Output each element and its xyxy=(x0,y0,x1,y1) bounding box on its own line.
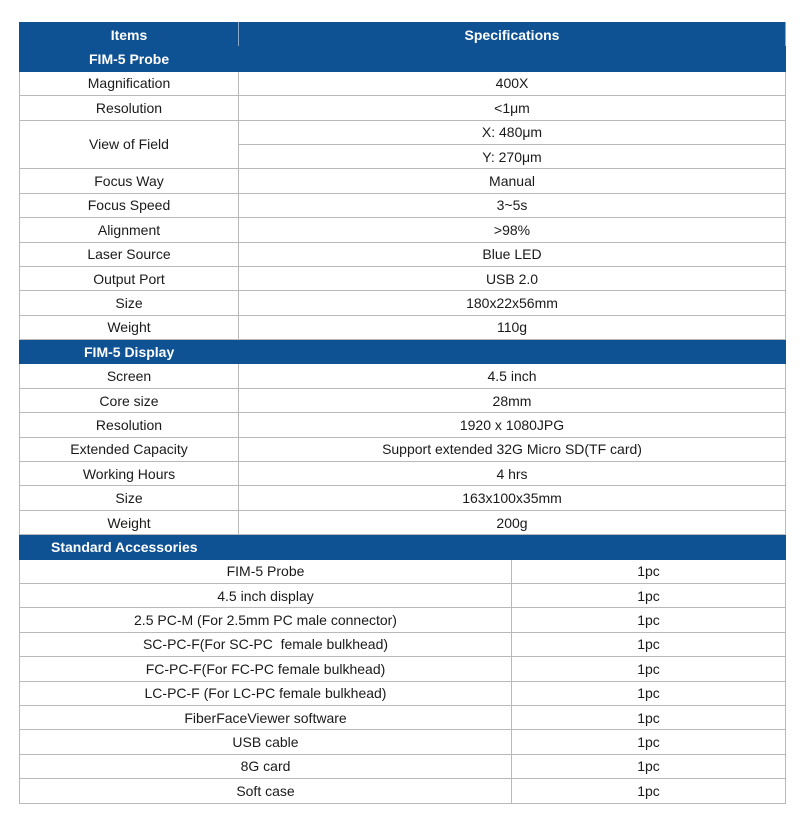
accessory-qty-cell: 1pc xyxy=(512,779,786,803)
table-row xyxy=(20,437,786,461)
accessory-name-cell: 2.5 PC-M (For 2.5mm PC male connector) xyxy=(20,608,512,632)
table-row xyxy=(20,71,786,95)
table-row xyxy=(20,730,786,754)
table-row xyxy=(20,583,786,607)
table-row xyxy=(20,462,786,486)
table-row xyxy=(20,193,786,217)
spec-cell: 4 hrs xyxy=(239,462,786,486)
table-row xyxy=(20,315,786,339)
accessory-qty-cell: 1pc xyxy=(512,608,786,632)
table-row xyxy=(20,657,786,681)
table-row xyxy=(20,291,786,315)
table-row xyxy=(20,364,786,388)
table-row xyxy=(20,169,786,193)
spec-cell: 4.5 inch xyxy=(239,364,786,388)
accessory-name-cell: LC-PC-F (For LC-PC female bulkhead) xyxy=(20,681,512,705)
accessory-qty-cell: 1pc xyxy=(512,657,786,681)
spec-cell: Blue LED xyxy=(239,242,786,266)
spec-cell: 1920 x 1080JPG xyxy=(239,413,786,437)
accessory-name-cell: 4.5 inch display xyxy=(20,583,512,607)
table-row xyxy=(20,266,786,290)
table-row xyxy=(20,96,786,120)
spec-cell: 200g xyxy=(239,510,786,534)
item-cell: Laser Source xyxy=(20,242,239,266)
section-header-probe xyxy=(20,47,786,71)
table-row xyxy=(20,681,786,705)
item-cell: Focus Speed xyxy=(20,193,239,217)
spec-cell: 3~5s xyxy=(239,193,786,217)
spec-cell: 163x100x35mm xyxy=(239,486,786,510)
item-cell: Focus Way xyxy=(20,169,239,193)
item-cell: Magnification xyxy=(20,71,239,95)
accessory-name-cell: FiberFaceViewer software xyxy=(20,705,512,729)
table-row xyxy=(20,608,786,632)
table-row xyxy=(20,705,786,729)
table-header-row xyxy=(20,23,786,47)
table-row xyxy=(20,779,786,803)
spec-table xyxy=(19,22,786,804)
spec-cell: X: 480μm xyxy=(239,120,786,144)
accessory-name-cell: SC-PC-F(For SC-PC female bulkhead) xyxy=(20,632,512,656)
spec-cell: >98% xyxy=(239,218,786,242)
accessory-name-cell: FIM-5 Probe xyxy=(20,559,512,583)
spec-cell: 110g xyxy=(239,315,786,339)
section-title: FIM-5 Probe xyxy=(89,51,170,68)
accessory-qty-cell: 1pc xyxy=(512,730,786,754)
item-cell: Weight xyxy=(20,315,239,339)
table-row xyxy=(20,559,786,583)
table-row xyxy=(20,218,786,242)
section-header-accessories xyxy=(20,535,786,559)
spec-cell: USB 2.0 xyxy=(239,266,786,290)
spec-cell: 180x22x56mm xyxy=(239,291,786,315)
table-row xyxy=(20,242,786,266)
item-cell: Core size xyxy=(20,388,239,412)
item-cell: Extended Capacity xyxy=(20,437,239,461)
accessory-qty-cell: 1pc xyxy=(512,705,786,729)
spec-cell: 400X xyxy=(239,71,786,95)
header-items: Items xyxy=(20,23,239,47)
accessory-name-cell: Soft case xyxy=(20,779,512,803)
spec-cell: Support extended 32G Micro SD(TF card) xyxy=(239,437,786,461)
section-header-display xyxy=(20,340,786,364)
header-specifications: Specifications xyxy=(239,23,786,47)
table-row xyxy=(20,120,786,144)
accessory-name-cell: FC-PC-F(For FC-PC female bulkhead) xyxy=(20,657,512,681)
item-cell: Alignment xyxy=(20,218,239,242)
accessory-name-cell: 8G card xyxy=(20,754,512,778)
accessory-qty-cell: 1pc xyxy=(512,583,786,607)
accessory-qty-cell: 1pc xyxy=(512,681,786,705)
spec-cell: Manual xyxy=(239,169,786,193)
table-row xyxy=(20,632,786,656)
item-cell: Working Hours xyxy=(20,462,239,486)
item-cell: Resolution xyxy=(20,413,239,437)
table-row xyxy=(20,754,786,778)
accessory-qty-cell: 1pc xyxy=(512,559,786,583)
section-title: FIM-5 Display xyxy=(84,343,175,360)
item-cell: Weight xyxy=(20,510,239,534)
item-cell: Size xyxy=(20,486,239,510)
item-cell: Output Port xyxy=(20,266,239,290)
table-row xyxy=(20,413,786,437)
accessory-qty-cell: 1pc xyxy=(512,632,786,656)
spec-cell: Y: 270μm xyxy=(239,144,786,168)
item-cell: Size xyxy=(20,291,239,315)
accessory-qty-cell: 1pc xyxy=(512,754,786,778)
table-row xyxy=(20,510,786,534)
section-title: Standard Accessories xyxy=(51,538,198,555)
spec-cell: <1μm xyxy=(239,96,786,120)
spec-cell: 28mm xyxy=(239,388,786,412)
accessory-name-cell: USB cable xyxy=(20,730,512,754)
item-cell: View of Field xyxy=(20,120,239,169)
table-row xyxy=(20,486,786,510)
item-cell: Screen xyxy=(20,364,239,388)
item-cell: Resolution xyxy=(20,96,239,120)
table-row xyxy=(20,388,786,412)
